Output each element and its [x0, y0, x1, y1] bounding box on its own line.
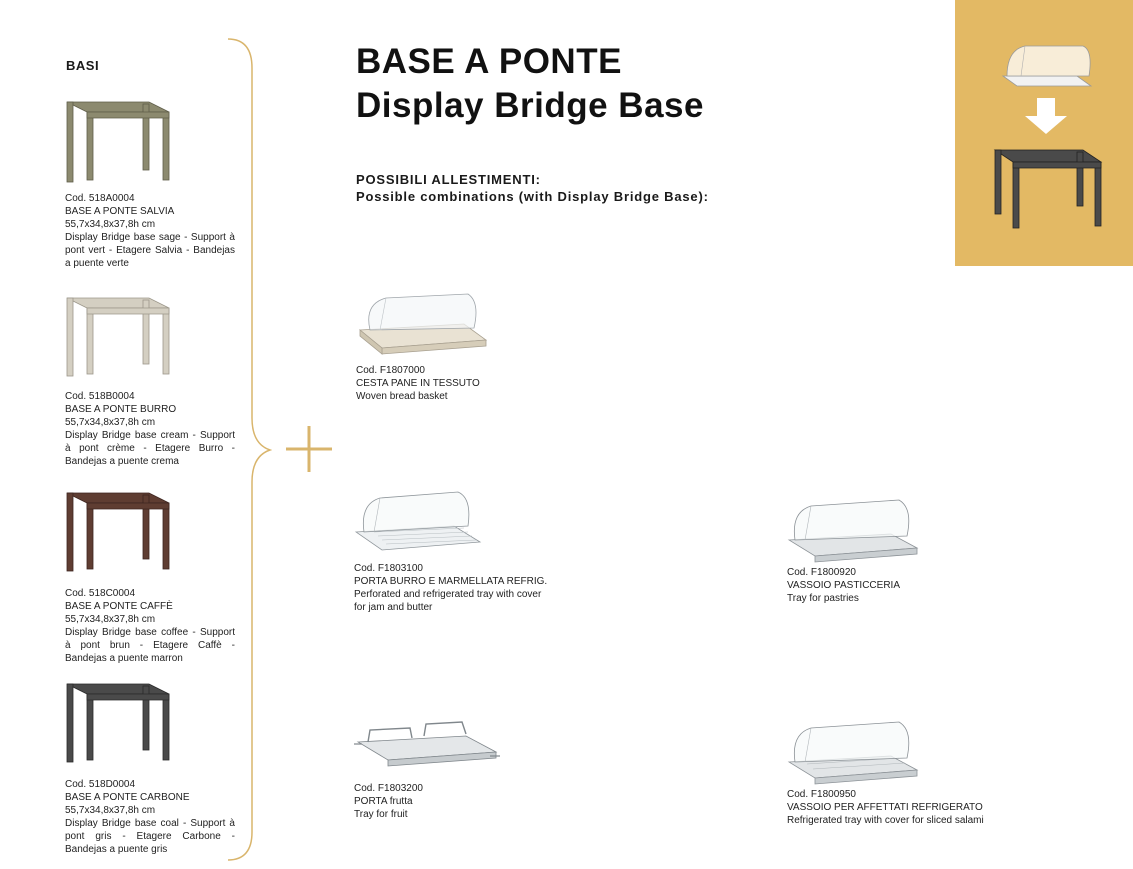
combinations-title-en: Possible combinations (with Display Bridge Base):: [356, 189, 709, 204]
base-dims: 55,7x34,8x37,8h cm: [65, 805, 156, 816]
arrow-down-icon: [1025, 98, 1067, 134]
title-line-1: BASE A PONTE: [356, 42, 622, 81]
product-code: Cod. F1803100: [354, 563, 423, 574]
product-fruit-tray: [354, 716, 500, 821]
base-dims: 55,7x34,8x37,8h cm: [65, 614, 156, 625]
product-pastry-tray: [787, 492, 919, 605]
pastry-tray-icon: [787, 492, 919, 566]
product-desc-line-2: for jam and butter: [354, 602, 433, 613]
covered-tray-icon: [1003, 46, 1091, 86]
base-card-carbone: [65, 678, 235, 856]
product-code: Cod. F1800950: [787, 789, 856, 800]
product-bread-basket: [356, 290, 488, 403]
combinations-title-it: POSSIBILI ALLESTIMENTI:: [356, 172, 541, 187]
product-code: Cod. F1807000: [356, 365, 425, 376]
base-dims: 55,7x34,8x37,8h cm: [65, 219, 156, 230]
product-name: VASSOIO PASTICCERIA: [787, 580, 900, 591]
bridge-base-sage-icon: [63, 92, 173, 184]
bridge-base-coffee-icon: [63, 487, 173, 579]
bridge-base-cream-icon: [63, 290, 173, 382]
product-salami-tray: [787, 712, 984, 827]
bread-basket-icon: [356, 290, 488, 364]
base-card-salvia: [65, 92, 235, 270]
base-name: BASE A PONTE CAFFÈ: [65, 601, 173, 612]
base-code: Cod. 518D0004: [65, 779, 136, 790]
fruit-tray-icon: [354, 716, 500, 782]
product-desc: Woven bread basket: [356, 391, 448, 402]
product-name: PORTA frutta: [354, 796, 413, 807]
salami-tray-icon: [787, 712, 919, 788]
product-desc: Refrigerated tray with cover for sliced salami: [787, 815, 984, 826]
product-desc: Tray for pastries: [787, 593, 859, 604]
base-desc: Display Bridge base sage - Support à pont vert - Etagere Salvia - Bandejas a puente verte: [65, 232, 235, 269]
product-desc-line-1: Perforated and refrigerated tray with cover: [354, 589, 542, 600]
bases-title: BASI: [66, 58, 100, 73]
product-butter-jam-tray: [354, 486, 547, 614]
base-card-burro: [65, 290, 235, 468]
product-code: Cod. F1800920: [787, 567, 856, 578]
base-name: BASE A PONTE CARBONE: [65, 792, 190, 803]
bridge-base-coal-icon: [63, 678, 173, 770]
base-code: Cod. 518A0004: [65, 193, 135, 204]
product-desc: Tray for fruit: [354, 809, 408, 820]
bridge-base-icon: [995, 150, 1101, 228]
product-name: CESTA PANE IN TESSUTO: [356, 378, 480, 389]
product-name: PORTA BURRO E MARMELLATA REFRIG.: [354, 576, 548, 587]
product-name: VASSOIO PER AFFETTATI REFRIGERATO: [787, 802, 983, 813]
base-card-caffe: [65, 487, 235, 665]
base-desc: Display Bridge base cream - Support à pont crème - Etagere Burro - Bandejas a puente crema: [65, 430, 235, 467]
butter-jam-tray-icon: [354, 486, 484, 562]
base-desc: Display Bridge base coffee - Support à pont brun - Etagere Caffè - Bandejas a puente marron: [65, 627, 235, 664]
product-code: Cod. F1803200: [354, 783, 423, 794]
title-line-2: Display Bridge Base: [356, 86, 704, 125]
combinations-heading: [356, 171, 709, 205]
base-dims: 55,7x34,8x37,8h cm: [65, 417, 156, 428]
page-title: [356, 40, 704, 128]
base-name: BASE A PONTE SALVIA: [65, 206, 175, 217]
base-desc: Display Bridge base coal - Support à pont gris - Etagere Carbone - Bandejas a puente gris: [65, 818, 235, 855]
base-code: Cod. 518C0004: [65, 588, 136, 599]
base-name: BASE A PONTE BURRO: [65, 404, 177, 415]
base-code: Cod. 518B0004: [65, 391, 135, 402]
plus-icon: [286, 426, 332, 472]
assembly-illustration-panel: [955, 0, 1133, 266]
